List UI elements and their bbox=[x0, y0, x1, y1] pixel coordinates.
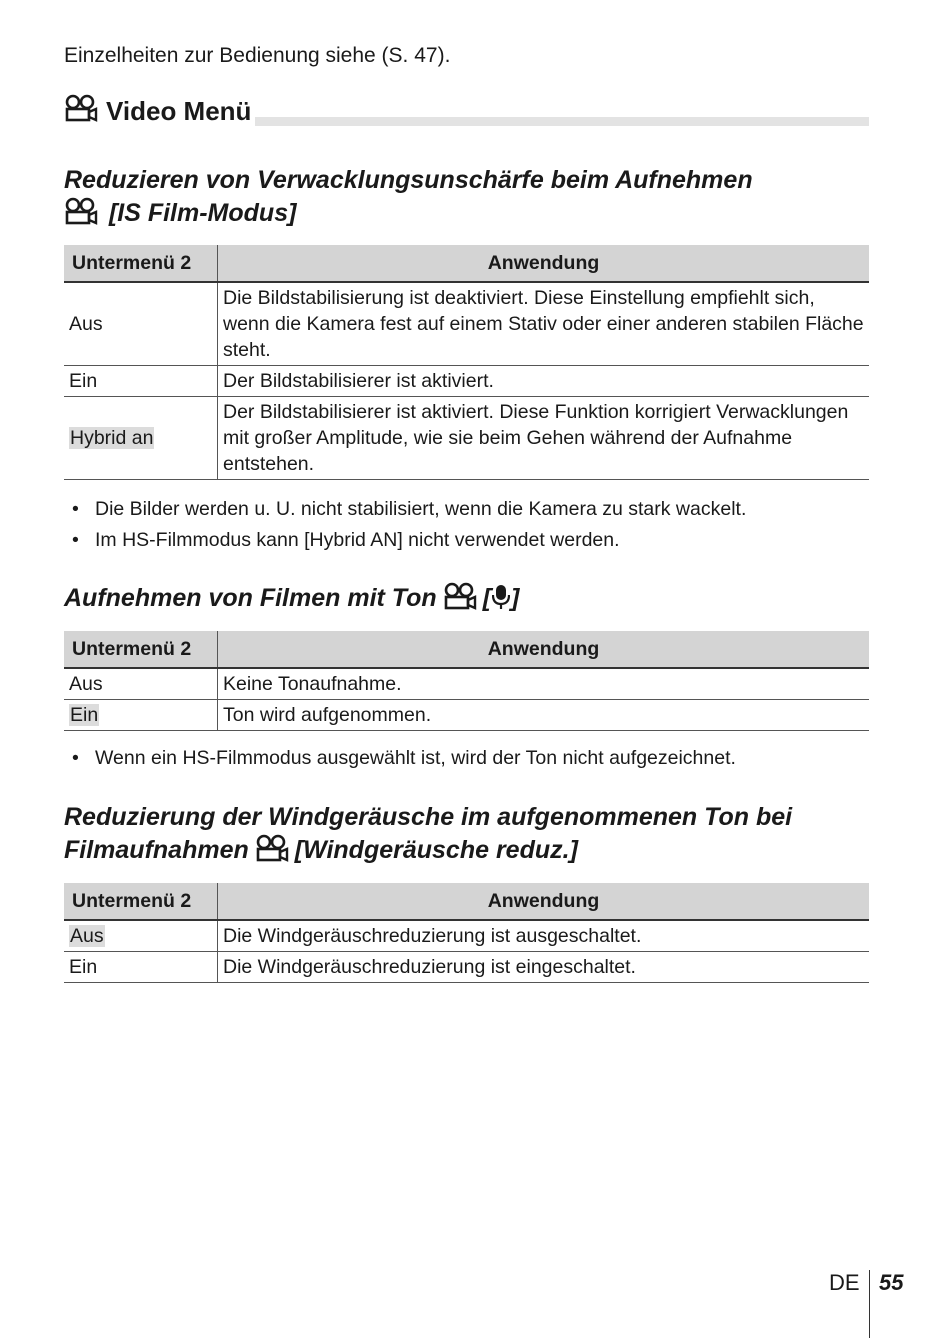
option-name: Ein bbox=[64, 366, 218, 397]
note-item: • Die Bilder werden u. U. nicht stabilisiert, wenn die Kamera zu stark wackelt. bbox=[64, 494, 869, 525]
wind-noise-heading-line2-prefix: Filmaufnahmen bbox=[64, 836, 249, 864]
section-title-text: Video Menü bbox=[106, 96, 252, 126]
sound-recording-heading bbox=[64, 582, 869, 619]
default-highlight: Aus bbox=[70, 925, 104, 947]
is-film-mode-heading bbox=[64, 164, 869, 234]
is-film-mode-notes bbox=[64, 494, 869, 556]
movie-camera-icon bbox=[64, 203, 105, 231]
option-name-default bbox=[64, 700, 218, 731]
option-name-default bbox=[64, 920, 218, 952]
table-row bbox=[64, 282, 869, 366]
table-row bbox=[64, 700, 869, 731]
table-header-row bbox=[64, 245, 869, 282]
language-code: DE bbox=[829, 1270, 860, 1295]
column-header-submenu: Untermenü 2 bbox=[64, 245, 218, 282]
option-name: Aus bbox=[64, 668, 218, 700]
option-description: Ton wird aufgenommen. bbox=[218, 700, 870, 731]
column-header-application: Anwendung bbox=[218, 245, 870, 282]
sound-recording-heading-text: Aufnehmen von Filmen mit Ton bbox=[64, 584, 437, 612]
sound-recording-notes bbox=[64, 743, 869, 774]
table-row bbox=[64, 668, 869, 700]
column-header-application: Anwendung bbox=[218, 883, 870, 920]
column-header-submenu: Untermenü 2 bbox=[64, 883, 218, 920]
option-name-default bbox=[64, 397, 218, 480]
option-description: Die Windgeräuschreduzierung ist eingeschaltet. bbox=[218, 952, 870, 983]
is-film-mode-heading-line1: Reduzieren von Verwacklungsunschärfe beim Aufnehmen bbox=[64, 166, 753, 194]
default-highlight: Hybrid an bbox=[70, 427, 154, 449]
table-row bbox=[64, 366, 869, 397]
movie-camera-icon bbox=[443, 588, 477, 616]
is-film-mode-table bbox=[64, 245, 869, 480]
table-header-row bbox=[64, 883, 869, 920]
table-row bbox=[64, 920, 869, 952]
note-item: • Im HS-Filmmodus kann [Hybrid AN] nicht verwendet werden. bbox=[64, 525, 869, 556]
default-highlight: Ein bbox=[70, 704, 99, 726]
table-row bbox=[64, 397, 869, 480]
column-header-application: Anwendung bbox=[218, 631, 870, 668]
option-description: Die Windgeräuschreduzierung ist ausgeschaltet. bbox=[218, 920, 870, 952]
wind-noise-heading-line1: Reduzierung der Windgeräusche im aufgenommenen Ton bei bbox=[64, 803, 793, 831]
intro-text: Einzelheiten zur Bedienung siehe (S. 47). bbox=[64, 44, 451, 67]
wind-noise-heading bbox=[64, 801, 869, 871]
table-header-row bbox=[64, 631, 869, 668]
table-row bbox=[64, 952, 869, 983]
option-description: Keine Tonaufnahme. bbox=[218, 668, 870, 700]
option-name: Aus bbox=[64, 282, 218, 366]
option-description: Der Bildstabilisierer ist aktiviert. bbox=[218, 366, 870, 397]
bracket-open: [ bbox=[482, 584, 492, 612]
movie-camera-icon bbox=[64, 94, 98, 129]
option-description: Die Bildstabilisierung ist deaktiviert. Diese Einstellung empfiehlt sich, wenn die Kamera fest auf einem Stativ oder einer anderen stabilen Fläche steht. bbox=[218, 282, 870, 366]
is-film-mode-heading-line2: [IS Film-Modus] bbox=[108, 199, 297, 227]
option-description: Der Bildstabilisierer ist aktiviert. Diese Funktion korrigiert Verwacklungen mit großer Amplitude, wie sie beim Gehen während der Aufnahme entstehen. bbox=[218, 397, 870, 480]
wind-noise-table bbox=[64, 883, 869, 983]
note-item: • Wenn ein HS-Filmmodus ausgewählt ist, wird der Ton nicht aufgezeichnet. bbox=[64, 743, 869, 774]
wind-noise-heading-line2-suffix: [Windgeräusche reduz.] bbox=[294, 836, 578, 864]
page-number: 55 bbox=[879, 1270, 904, 1295]
column-header-submenu: Untermenü 2 bbox=[64, 631, 218, 668]
movie-camera-icon bbox=[255, 840, 289, 868]
option-name: Ein bbox=[64, 952, 218, 983]
section-title bbox=[64, 94, 255, 129]
bracket-close: ] bbox=[511, 584, 520, 612]
sound-recording-table bbox=[64, 631, 869, 731]
section-header bbox=[64, 92, 869, 128]
footer-divider bbox=[869, 1270, 870, 1338]
microphone-icon bbox=[492, 588, 510, 616]
